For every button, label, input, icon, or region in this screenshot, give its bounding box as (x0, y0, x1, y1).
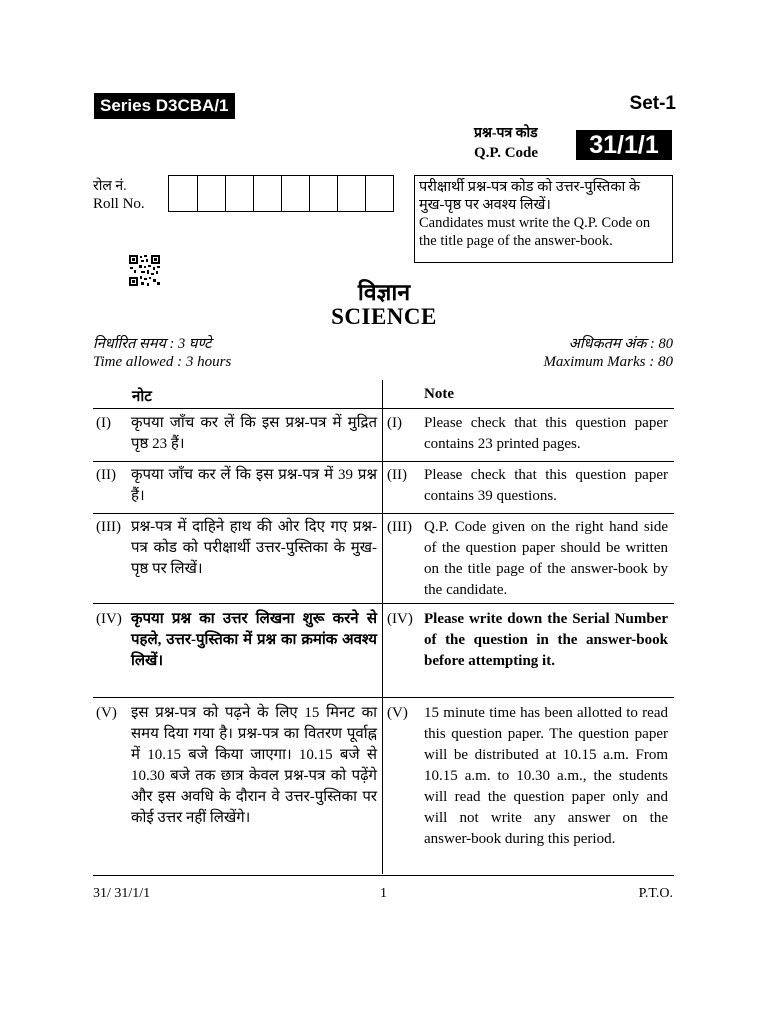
note-number: (III) (387, 519, 412, 535)
roll-box[interactable] (169, 176, 197, 211)
instruction-hindi: परीक्षार्थी प्रश्न-पत्र कोड को उत्तर-पुस्तिका के मुख-पृष्ठ पर अवश्य लिखें। (419, 179, 640, 213)
roll-box[interactable] (225, 176, 253, 211)
note-number: (II) (387, 467, 407, 483)
roll-box[interactable] (253, 176, 281, 211)
series-label: Series D3CBA/1 (94, 93, 235, 119)
note-text: 15 minute time has been allotted to read this question paper. The question paper will be distributed at 10.15 a.m. From 10.15 a.m. to 10.30 a.m., the students will read the question paper only and will not write any answer on the answer-book during this period. (424, 705, 668, 847)
row-divider (93, 513, 674, 514)
note-number-hindi: (II) (96, 467, 116, 483)
roll-number-grid[interactable] (168, 175, 394, 212)
note-number-hindi: (III) (96, 519, 121, 535)
note-text: Q.P. Code given on the right hand side of the question paper should be written on the title page of the answer-book by the candidate. (424, 519, 668, 598)
qp-code-label-hindi: प्रश्न-पत्र कोड (474, 126, 538, 141)
subject-title-hindi: विज्ञान (357, 280, 411, 305)
note-text: Please check that this question paper contains 23 printed pages. (424, 415, 668, 452)
note-number-hindi: (IV) (96, 611, 122, 627)
note-text-hindi: इस प्रश्न-पत्र को पढ़ने के लिए 15 मिनट का समय दिया गया है। प्रश्न-पत्र का वितरण पूर्वाह्न में 10.15 बजे किया जाएगा। 10.15 बजे से 10.30 बजे तक छात्र केवल प्रश्न-पत्र को पढ़ेंगे और इस अवधि के दौरान वे उत्तर-पुस्तिका पर कोई उत्तर नहीं लिखेंगे। (131, 705, 377, 826)
row-divider (93, 603, 674, 604)
note-number: (I) (387, 415, 402, 431)
note-text-hindi: कृपया प्रश्न का उत्तर लिखना शुरू करने से पहले, उत्तर-पुस्तिका में प्रश्न का क्रमांक अवश्य लिखें। (131, 611, 377, 669)
candidate-instruction-box (414, 175, 673, 263)
roll-label: Roll No. (93, 196, 145, 212)
set-label: Set-1 (629, 93, 676, 114)
note-number: (V) (387, 705, 408, 721)
note-number-hindi: (V) (96, 705, 117, 721)
row-divider (93, 875, 674, 876)
note-text-hindi: कृपया जाँच कर लें कि इस प्रश्न-पत्र में मुद्रित पृष्ठ 23 हैं। (131, 415, 377, 452)
roll-box[interactable] (309, 176, 337, 211)
please-turn-over: P.T.O. (638, 886, 673, 901)
instruction-english: Candidates must write the Q.P. Code on the title page of the answer-book. (419, 215, 651, 249)
column-divider (382, 380, 383, 874)
subject-title: SCIENCE (331, 304, 437, 329)
row-divider (93, 408, 674, 409)
roll-label-hindi: रोल नं. (93, 179, 127, 194)
note-text-hindi: कृपया जाँच कर लें कि इस प्रश्न-पत्र में 39 प्रश्न हैं। (131, 467, 377, 504)
maximum-marks-hindi: अधिकतम अंक : 80 (568, 336, 673, 352)
footer-code: 31/ 31/1/1 (93, 886, 151, 901)
note-heading-hindi: नोट (132, 389, 152, 405)
time-allowed: Time allowed : 3 hours (93, 354, 232, 370)
row-divider (93, 461, 674, 462)
roll-box[interactable] (365, 176, 393, 211)
roll-box[interactable] (197, 176, 225, 211)
row-divider (93, 697, 674, 698)
time-allowed-hindi: निर्धारित समय : 3 घण्टे (93, 336, 212, 352)
qp-code-value: 31/1/1 (576, 130, 672, 160)
note-number-hindi: (I) (96, 415, 111, 431)
roll-box[interactable] (281, 176, 309, 211)
note-text-hindi: प्रश्न-पत्र में दाहिने हाथ की ओर दिए गए प्रश्न-पत्र कोड को परीक्षार्थी उत्तर-पुस्तिका के मुख-पृष्ठ पर लिखें। (131, 519, 377, 577)
roll-box[interactable] (337, 176, 365, 211)
note-number: (IV) (387, 611, 413, 627)
note-heading: Note (424, 386, 454, 402)
note-text: Please check that this question paper contains 39 questions. (424, 467, 668, 504)
page-number: 1 (380, 886, 387, 901)
maximum-marks: Maximum Marks : 80 (543, 354, 673, 370)
note-text: Please write down the Serial Number of the question in the answer-book before attempting it. (424, 611, 668, 669)
qp-code-label: Q.P. Code (474, 145, 539, 161)
